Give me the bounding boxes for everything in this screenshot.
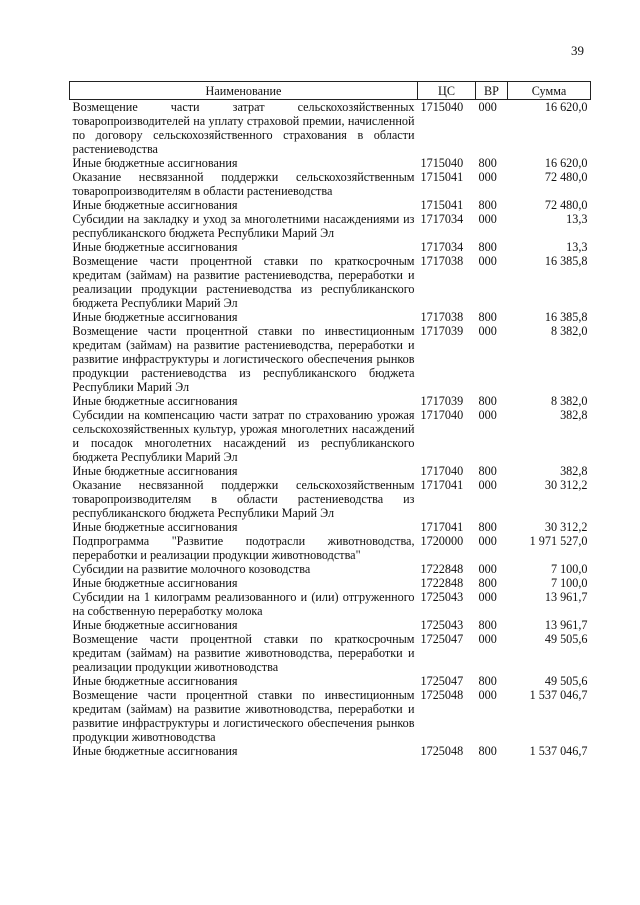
row-name: Оказание несвязанной поддержки сельскохозяйственным товаропроизводителям в области растениеводства из республиканского бюджета Республики Марий Эл [72,478,415,520]
row-sum: 382,8 [560,408,588,422]
row-cs: 1715040 [420,156,464,170]
table-row [70,464,591,478]
row-name: Иные бюджетные ассигнования [72,464,238,478]
row-name: Иные бюджетные ассигнования [72,198,238,212]
row-vr: 800 [478,520,497,534]
header-cs: ЦС [418,82,476,100]
row-name: Иные бюджетные ассигнования [72,576,238,590]
table-row [70,212,591,240]
row-name: Возмещение части затрат сельскохозяйственных товаропроизводителей на уплату страховой премии, начисленной по договору сельскохозяйственного страхования в области растениеводства [72,100,415,156]
row-name: Возмещение части процентной ставки по инвестиционным кредитам (займам) на развитие животноводства, переработки и развитие инфраструктуры и логистического обеспечения рынков продукции животноводства [72,688,415,744]
table-row [70,674,591,688]
table-row [70,254,591,310]
table-row [70,744,591,758]
row-cs: 1717034 [420,212,464,226]
row-cs: 1715040 [420,100,464,114]
row-name: Иные бюджетные ассигнования [72,310,238,324]
row-sum: 7 100,0 [550,562,588,576]
row-name: Оказание несвязанной поддержки сельскохозяйственным товаропроизводителям в области растениеводства [72,170,415,198]
table-row [70,170,591,198]
row-cs: 1717039 [420,394,464,408]
row-name: Возмещение части процентной ставки по инвестиционным кредитам (займам) на развитие растениеводства, переработки и развитие инфраструктуры и логистического обеспечения рынков продукции растениеводства из республиканского бюджета Республики Марий Эл [72,324,415,394]
table-row [70,408,591,464]
row-vr: 000 [478,688,497,702]
row-name: Иные бюджетные ассигнования [72,674,238,688]
row-sum: 49 505,6 [544,674,588,688]
row-cs: 1725043 [420,590,464,604]
row-sum: 13,3 [566,212,588,226]
header-sum: Сумма [508,82,591,100]
row-name: Субсидии на компенсацию части затрат по страхованию урожая сельскохозяйственных культур, урожая многолетних насаждений и посадок многолетних насаждений из республиканского бюджета Республики Марий Эл [72,408,415,464]
row-sum: 16 620,0 [544,100,588,114]
row-vr: 000 [478,408,497,422]
row-vr: 000 [478,212,497,226]
row-cs: 1725047 [420,674,464,688]
table-row [70,562,591,576]
row-name: Возмещение части процентной ставки по краткосрочным кредитам (займам) на развитие растениеводства, переработки и реализации продукции растениеводства из республиканского бюджета Республики Марий Эл [72,254,415,310]
row-name: Возмещение части процентной ставки по краткосрочным кредитам (займам) на развитие животноводства, переработки и реализации продукции животноводства [72,632,415,674]
row-vr: 000 [478,478,497,492]
table-row [70,478,591,520]
table-row [70,240,591,254]
row-cs: 1725048 [420,688,464,702]
row-cs: 1720000 [420,534,464,548]
table-row [70,618,591,632]
row-cs: 1717040 [420,464,464,478]
row-sum: 8 382,0 [550,324,588,338]
table-row [70,198,591,212]
row-cs: 1717040 [420,408,464,422]
header-name: Наименование [70,82,418,100]
row-vr: 000 [478,562,497,576]
row-sum: 1 971 527,0 [529,534,588,548]
row-sum: 13 961,7 [544,618,588,632]
row-sum: 72 480,0 [544,170,588,184]
page-number: 39 [571,43,584,58]
row-vr: 800 [478,464,497,478]
row-name: Иные бюджетные ассигнования [72,394,238,408]
row-sum: 49 505,6 [544,632,588,646]
row-sum: 1 537 046,7 [529,744,588,758]
budget-table [69,81,591,758]
row-name: Иные бюджетные ассигнования [72,520,238,534]
row-sum: 16 385,8 [544,310,588,324]
row-vr: 000 [478,534,497,548]
row-name: Иные бюджетные ассигнования [72,618,238,632]
row-vr: 800 [478,674,497,688]
row-cs: 1717041 [420,478,464,492]
row-vr: 000 [478,170,497,184]
row-vr: 000 [478,590,497,604]
row-name: Субсидии на 1 килограмм реализованного и (или) отгруженного на собственную переработку молока [72,590,415,618]
row-vr: 000 [478,632,497,646]
table-header [70,82,591,100]
row-sum: 72 480,0 [544,198,588,212]
row-vr: 000 [478,100,497,114]
row-vr: 800 [478,394,497,408]
table-row [70,688,591,744]
row-vr: 800 [478,576,497,590]
row-sum: 16 620,0 [544,156,588,170]
row-name: Иные бюджетные ассигнования [72,744,238,758]
row-cs: 1722848 [420,576,464,590]
row-sum: 30 312,2 [544,520,588,534]
row-cs: 1717034 [420,240,464,254]
table-row [70,156,591,170]
row-vr: 000 [478,324,497,338]
table-row [70,576,591,590]
row-cs: 1715041 [420,170,464,184]
table-row [70,632,591,674]
row-vr: 800 [478,744,497,758]
row-sum: 1 537 046,7 [529,688,588,702]
header-vr: ВР [476,82,508,100]
row-vr: 800 [478,618,497,632]
table-row [70,310,591,324]
row-vr: 000 [478,254,497,268]
row-name: Субсидии на закладку и уход за многолетними насаждениями из республиканского бюджета Республики Марий Эл [72,212,415,240]
table-body [70,100,591,759]
row-sum: 8 382,0 [550,394,588,408]
row-sum: 7 100,0 [550,576,588,590]
row-cs: 1725043 [420,618,464,632]
table-row [70,534,591,562]
row-cs: 1717038 [420,254,464,268]
row-sum: 13 961,7 [544,590,588,604]
table-row [70,394,591,408]
row-cs: 1717038 [420,310,464,324]
row-cs: 1715041 [420,198,464,212]
row-name: Подпрограмма "Развитие подотрасли животноводства, переработки и реализации продукции животноводства" [72,534,415,562]
row-sum: 13,3 [566,240,588,254]
row-sum: 16 385,8 [544,254,588,268]
row-cs: 1717039 [420,324,464,338]
row-name: Иные бюджетные ассигнования [72,156,238,170]
row-cs: 1722848 [420,562,464,576]
table-row [70,324,591,394]
row-vr: 800 [478,310,497,324]
row-vr: 800 [478,198,497,212]
row-cs: 1717041 [420,520,464,534]
row-cs: 1725047 [420,632,464,646]
row-vr: 800 [478,156,497,170]
table-row [70,100,591,157]
row-cs: 1725048 [420,744,464,758]
row-vr: 800 [478,240,497,254]
row-name: Субсидии на развитие молочного козоводства [72,562,311,576]
row-sum: 30 312,2 [544,478,588,492]
row-name: Иные бюджетные ассигнования [72,240,238,254]
table-row [70,520,591,534]
table-row [70,590,591,618]
row-sum: 382,8 [560,464,588,478]
